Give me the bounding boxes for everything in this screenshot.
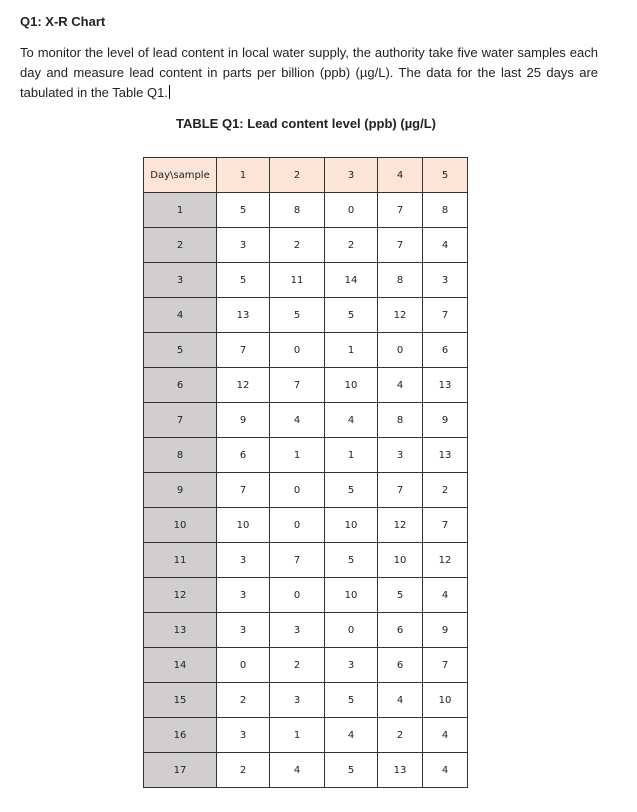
value-cell: 1 xyxy=(270,718,325,753)
value-cell: 6 xyxy=(378,648,423,683)
value-cell: 10 xyxy=(423,683,468,718)
value-cell: 10 xyxy=(325,578,378,613)
value-cell: 0 xyxy=(325,613,378,648)
header-cell-sample: 1 xyxy=(217,158,270,193)
value-cell: 4 xyxy=(423,228,468,263)
value-cell: 5 xyxy=(325,298,378,333)
value-cell: 4 xyxy=(325,403,378,438)
value-cell: 6 xyxy=(378,613,423,648)
value-cell: 1 xyxy=(325,438,378,473)
value-cell: 0 xyxy=(378,333,423,368)
value-cell: 9 xyxy=(217,403,270,438)
value-cell: 7 xyxy=(423,508,468,543)
table-row xyxy=(144,578,468,613)
value-cell: 0 xyxy=(270,473,325,508)
value-cell: 10 xyxy=(378,543,423,578)
day-cell: 8 xyxy=(144,438,217,473)
day-cell: 17 xyxy=(144,753,217,788)
value-cell: 7 xyxy=(378,473,423,508)
value-cell: 7 xyxy=(217,333,270,368)
value-cell: 7 xyxy=(270,543,325,578)
value-cell: 9 xyxy=(423,403,468,438)
table-row xyxy=(144,228,468,263)
value-cell: 10 xyxy=(217,508,270,543)
table-row xyxy=(144,473,468,508)
value-cell: 6 xyxy=(217,438,270,473)
value-cell: 12 xyxy=(378,508,423,543)
value-cell: 12 xyxy=(423,543,468,578)
value-cell: 5 xyxy=(378,578,423,613)
value-cell: 2 xyxy=(217,753,270,788)
day-cell: 6 xyxy=(144,368,217,403)
value-cell: 3 xyxy=(270,683,325,718)
lead-content-table xyxy=(143,157,468,788)
header-cell-sample: 2 xyxy=(270,158,325,193)
value-cell: 3 xyxy=(325,648,378,683)
value-cell: 4 xyxy=(423,578,468,613)
value-cell: 4 xyxy=(423,718,468,753)
day-cell: 2 xyxy=(144,228,217,263)
day-cell: 4 xyxy=(144,298,217,333)
value-cell: 10 xyxy=(325,368,378,403)
header-cell-sample: 5 xyxy=(423,158,468,193)
day-cell: 11 xyxy=(144,543,217,578)
value-cell: 8 xyxy=(378,403,423,438)
header-cell-day-sample: Day\sample xyxy=(144,158,217,193)
value-cell: 1 xyxy=(270,438,325,473)
table-row xyxy=(144,508,468,543)
table-row xyxy=(144,718,468,753)
table-row xyxy=(144,368,468,403)
value-cell: 9 xyxy=(423,613,468,648)
table-row xyxy=(144,753,468,788)
day-cell: 1 xyxy=(144,193,217,228)
day-cell: 13 xyxy=(144,613,217,648)
day-cell: 7 xyxy=(144,403,217,438)
value-cell: 2 xyxy=(270,228,325,263)
question-paragraph xyxy=(20,43,598,103)
value-cell: 7 xyxy=(270,368,325,403)
value-cell: 0 xyxy=(325,193,378,228)
day-cell: 3 xyxy=(144,263,217,298)
value-cell: 4 xyxy=(270,753,325,788)
value-cell: 5 xyxy=(217,193,270,228)
day-cell: 16 xyxy=(144,718,217,753)
day-cell: 15 xyxy=(144,683,217,718)
table-header-row xyxy=(144,158,468,193)
value-cell: 5 xyxy=(217,263,270,298)
value-cell: 5 xyxy=(325,683,378,718)
value-cell: 0 xyxy=(270,508,325,543)
value-cell: 12 xyxy=(217,368,270,403)
value-cell: 3 xyxy=(217,718,270,753)
day-cell: 5 xyxy=(144,333,217,368)
table-row xyxy=(144,543,468,578)
value-cell: 13 xyxy=(423,438,468,473)
day-cell: 14 xyxy=(144,648,217,683)
value-cell: 8 xyxy=(270,193,325,228)
value-cell: 3 xyxy=(217,228,270,263)
value-cell: 2 xyxy=(325,228,378,263)
value-cell: 2 xyxy=(423,473,468,508)
header-cell-sample: 4 xyxy=(378,158,423,193)
value-cell: 3 xyxy=(423,263,468,298)
value-cell: 8 xyxy=(423,193,468,228)
value-cell: 13 xyxy=(378,753,423,788)
header-cell-sample: 3 xyxy=(325,158,378,193)
table-row xyxy=(144,263,468,298)
value-cell: 5 xyxy=(325,543,378,578)
day-cell: 9 xyxy=(144,473,217,508)
value-cell: 3 xyxy=(378,438,423,473)
table-row xyxy=(144,193,468,228)
value-cell: 3 xyxy=(217,543,270,578)
table-row xyxy=(144,613,468,648)
value-cell: 2 xyxy=(217,683,270,718)
day-cell: 12 xyxy=(144,578,217,613)
value-cell: 3 xyxy=(217,578,270,613)
value-cell: 1 xyxy=(325,333,378,368)
table-row xyxy=(144,333,468,368)
value-cell: 7 xyxy=(378,228,423,263)
value-cell: 0 xyxy=(217,648,270,683)
table-row xyxy=(144,403,468,438)
value-cell: 2 xyxy=(378,718,423,753)
table-row xyxy=(144,298,468,333)
value-cell: 6 xyxy=(423,333,468,368)
value-cell: 5 xyxy=(325,753,378,788)
paragraph-text: To monitor the level of lead content in local water supply, the authority take five water samples each day and measure lead content in parts per billion (ppb) (µg/L). The data for the last 25 days are tabulated in the Table Q1. xyxy=(20,45,598,100)
text-cursor xyxy=(169,85,170,99)
value-cell: 13 xyxy=(217,298,270,333)
value-cell: 5 xyxy=(270,298,325,333)
value-cell: 3 xyxy=(217,613,270,648)
table-row xyxy=(144,648,468,683)
value-cell: 5 xyxy=(325,473,378,508)
value-cell: 4 xyxy=(270,403,325,438)
value-cell: 14 xyxy=(325,263,378,298)
value-cell: 4 xyxy=(325,718,378,753)
day-cell: 10 xyxy=(144,508,217,543)
value-cell: 13 xyxy=(423,368,468,403)
value-cell: 4 xyxy=(378,368,423,403)
value-cell: 7 xyxy=(217,473,270,508)
value-cell: 8 xyxy=(378,263,423,298)
value-cell: 2 xyxy=(270,648,325,683)
value-cell: 0 xyxy=(270,578,325,613)
value-cell: 11 xyxy=(270,263,325,298)
value-cell: 4 xyxy=(423,753,468,788)
table-row xyxy=(144,438,468,473)
value-cell: 3 xyxy=(270,613,325,648)
value-cell: 7 xyxy=(423,648,468,683)
table-title: TABLE Q1: Lead content level (ppb) (µg/L) xyxy=(175,116,437,131)
value-cell: 7 xyxy=(423,298,468,333)
value-cell: 7 xyxy=(378,193,423,228)
question-heading: Q1: X-R Chart xyxy=(20,14,106,29)
value-cell: 4 xyxy=(378,683,423,718)
table-row xyxy=(144,683,468,718)
value-cell: 0 xyxy=(270,333,325,368)
value-cell: 12 xyxy=(378,298,423,333)
value-cell: 10 xyxy=(325,508,378,543)
